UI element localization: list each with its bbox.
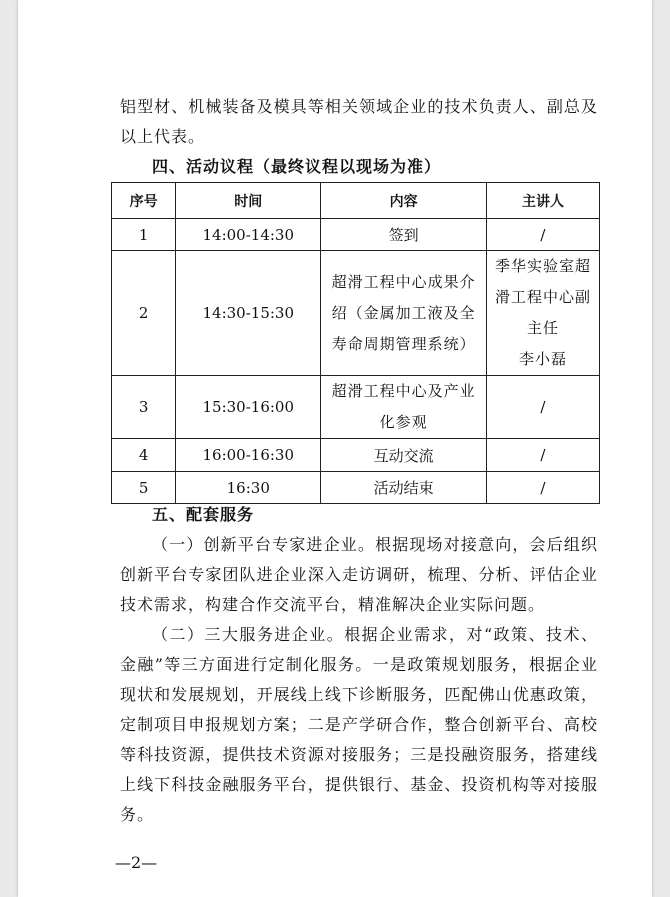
table-row (112, 472, 600, 504)
table-row (112, 376, 600, 439)
row-speaker: / (486, 376, 599, 439)
row-no: 1 (112, 219, 176, 251)
row-time: 14:00-14:30 (176, 219, 321, 251)
row-speaker (486, 251, 599, 376)
document-page (18, 0, 652, 897)
row-speaker: / (486, 219, 599, 251)
row-no: 4 (112, 439, 176, 472)
header-speaker: 主讲人 (486, 183, 599, 219)
row-content-text: 超滑工程中心及产业化参观 (331, 382, 476, 431)
row-time: 16:00-16:30 (176, 439, 321, 472)
row-time: 14:30-15:30 (176, 251, 321, 376)
section5-paragraph-2: （二）三大服务进企业。根据企业需求，对“政策、技术、金融”等三方面进行定制化服务。一是政策规划服务，根据企业现状和发展规划，开展线上线下诊断服务，匹配佛山优惠政策，定制项目申报规划方案；二是产学研合作，整合创新平台、高校等科技资源，提供技术资源对接服务；三是投融资服务，搭建线上线下科技金融服务平台，提供银行、基金、投资机构等对接服务。 (120, 625, 598, 824)
section5-heading: 五、配套服务 (152, 505, 255, 524)
header-no: 序号 (112, 183, 176, 219)
row-time: 15:30-16:00 (176, 376, 321, 439)
section4-heading: 四、活动议程（最终议程以现场为准） (152, 157, 442, 176)
row-speaker: / (486, 472, 599, 504)
header-time: 时间 (176, 183, 321, 219)
table-row (112, 439, 600, 472)
row-speaker: / (486, 439, 599, 472)
row-content: 签到 (321, 219, 487, 251)
table-row (112, 251, 600, 376)
row-content: 活动结束 (321, 472, 487, 504)
row-time: 16:30 (176, 472, 321, 504)
row-content: 互动交流 (321, 439, 487, 472)
section5-paragraph-1: （一）创新平台专家进企业。根据现场对接意向，会后组织创新平台专家团队进企业深入走访调研，梳理、分析、评估企业技术需求，构建合作交流平台，精准解决企业实际问题。 (120, 535, 598, 614)
row-content (321, 251, 487, 376)
agenda-table (111, 182, 600, 504)
header-content: 内容 (321, 183, 487, 219)
page-number: —2— (115, 853, 158, 872)
row-no: 2 (112, 251, 176, 376)
intro-paragraph: 铝型材、机械装备及模具等相关领域企业的技术负责人、副总及以上代表。 (120, 97, 598, 146)
row-speaker-name: 李小磊 (518, 350, 567, 368)
table-header-row (112, 183, 600, 219)
row-no: 3 (112, 376, 176, 439)
row-content-text: 超滑工程中心成果介绍（金属加工液及全寿命周期管理系统） (331, 272, 476, 353)
row-content (321, 376, 487, 439)
row-no: 5 (112, 472, 176, 504)
row-speaker-title: 季华实验室超滑工程中心副主任 (494, 257, 591, 337)
table-row (112, 219, 600, 251)
